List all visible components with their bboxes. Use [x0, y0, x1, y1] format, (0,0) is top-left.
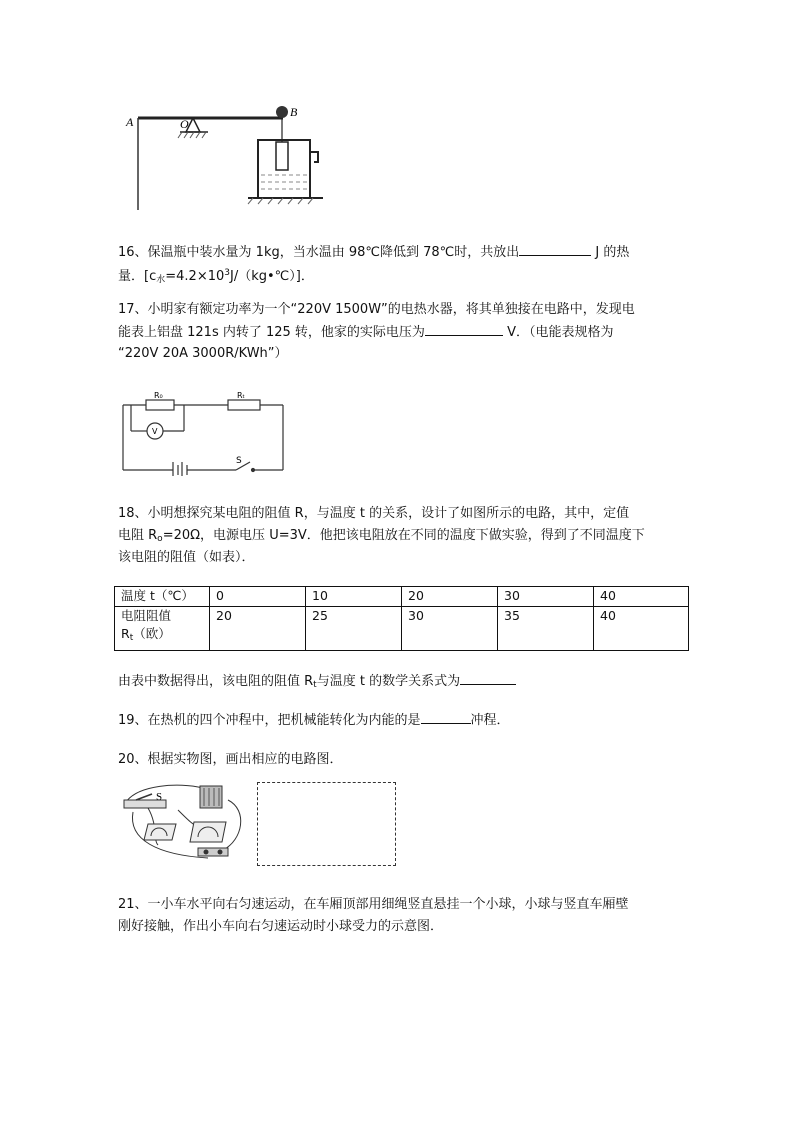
question-19: 19、在热机的四个冲程中，把机械能转化为内能的是 冲程．: [118, 709, 510, 731]
label-a: A: [126, 115, 134, 129]
physical-circuit-figure: [118, 780, 248, 866]
table-cell: 40: [594, 587, 689, 607]
table-row: [115, 607, 689, 651]
table-cell: 20: [210, 607, 306, 651]
table-cell: 20: [402, 587, 498, 607]
circuit-diagram-18: [118, 388, 290, 476]
table-cell: 30: [402, 607, 498, 651]
table-cell: 35: [498, 607, 594, 651]
answer-blank-16[interactable]: [519, 241, 591, 256]
label-v: V: [152, 427, 158, 436]
label-b: B: [290, 105, 298, 119]
lever-diagram: [118, 100, 328, 215]
label-switch-s: S: [156, 791, 163, 803]
answer-blank-19[interactable]: [421, 709, 471, 724]
answer-blank-17[interactable]: [425, 321, 503, 336]
table-cell: 0: [210, 587, 306, 607]
question-20: 20、根据实物图，画出相应的电路图．: [118, 752, 343, 767]
answer-blank-18[interactable]: [460, 670, 516, 685]
question-21-line1: 21、一小车水平向右匀速运动，在车厢顶部用细绳竖直悬挂一个小球，小球与竖直车厢壁: [118, 897, 629, 912]
table-header-resistance: 电阻阻值 $R_t$（欧）: [115, 607, 210, 651]
question-17-line2: 能表上铝盘 121s 内转了 125 转，他家的实际电压为 V．（电能表规格为: [118, 321, 613, 343]
question-21-line2: 刚好接触，作出小车向右匀速运动时小球受力的示意图．: [118, 919, 444, 934]
table-cell: 40: [594, 607, 689, 651]
table-row: [115, 587, 689, 607]
question-18-line2: 电阻 $R_o=20\Omega$，电源电压 U=3V．他把该电阻放在不同的温度下做实验，得到了不同温度下: [118, 528, 645, 544]
label-o: O: [180, 117, 189, 131]
answer-drawing-box[interactable]: [257, 782, 396, 866]
question-17-line3: “220V 20A 3000R/KWh”）: [118, 346, 288, 361]
temperature-resistance-table: [114, 586, 689, 651]
question-17-line1: 17、小明家有额定功率为一个“220V 1500W”的电热水器，将其单独接在电路中，发现电: [118, 302, 635, 317]
label-r0: R₀: [154, 391, 163, 400]
question-16-line1: 16、保温瓶中装水量为 1kg，当水温由 98℃降低到 78℃时，共放出 J 的热: [118, 241, 629, 263]
label-s: S: [236, 456, 242, 466]
label-rt: Rₜ: [237, 391, 245, 400]
table-header-temperature: 温度 t（℃）: [115, 587, 210, 607]
question-18-conclusion: 由表中数据得出，该电阻的阻值 $R_t$与温度 t 的数学关系式为: [118, 670, 516, 696]
table-cell: 30: [498, 587, 594, 607]
question-16-line2: 量．$[c_水=4.2\times 10^3J/(kg•℃)]$．: [118, 268, 314, 285]
question-18-line1: 18、小明想探究某电阻的阻值 R，与温度 t 的关系，设计了如图所示的电路，其中，定值: [118, 506, 630, 521]
table-cell: 10: [306, 587, 402, 607]
question-18-line3: 该电阻的阻值（如表）．: [118, 550, 255, 565]
table-cell: 25: [306, 607, 402, 651]
